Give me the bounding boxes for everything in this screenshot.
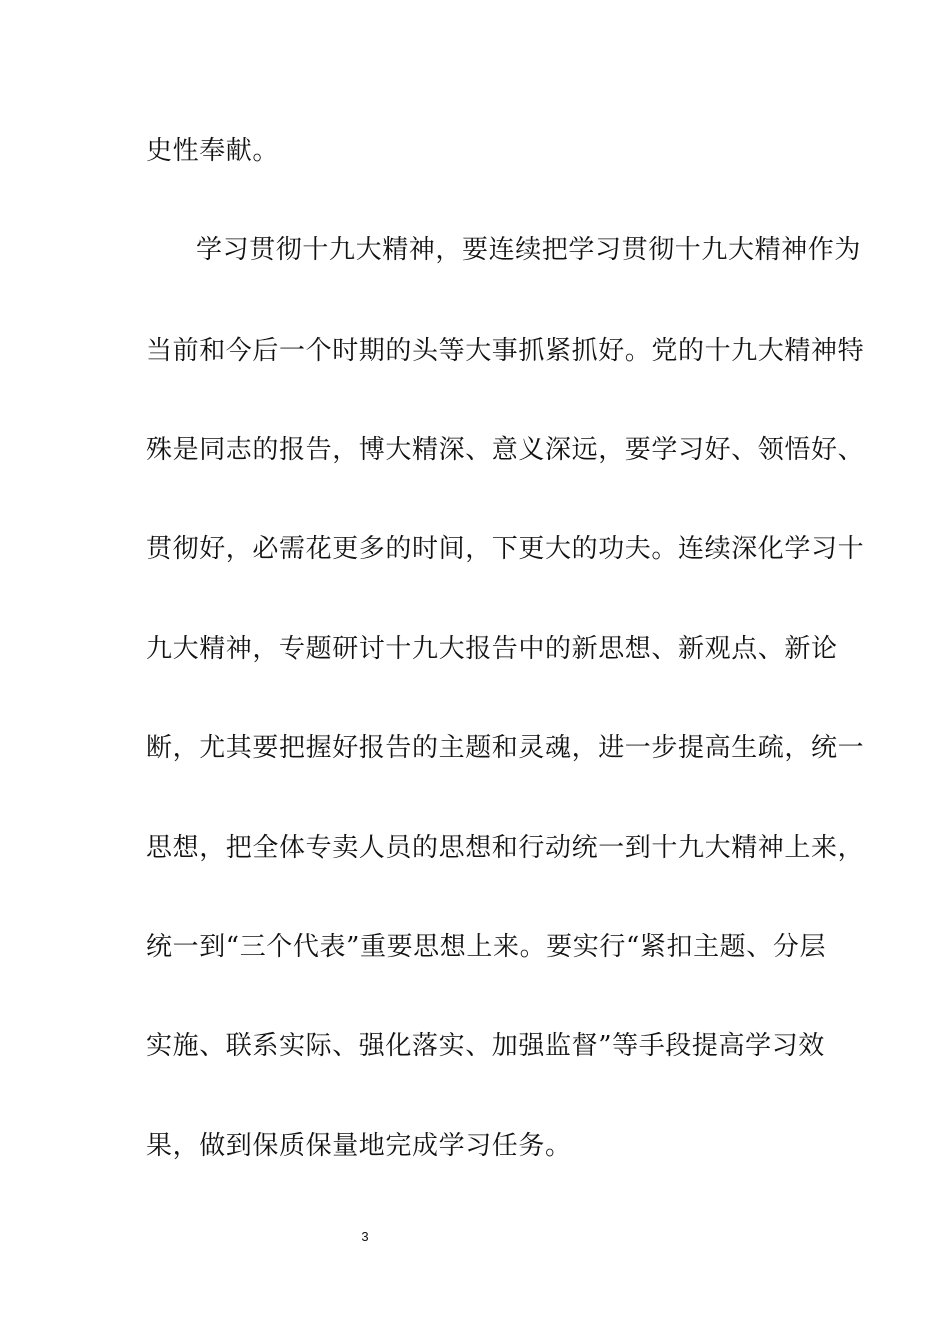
text-line-4: 殊是同志的报告，博大精深、意义深远，要学习好、领悟好、 bbox=[146, 435, 865, 465]
text-line-7: 断，尤其要把握好报告的主题和灵魂，进一步提高生疏，统一 bbox=[146, 733, 865, 763]
text-line-6: 九大精神，专题研讨十九大报告中的新思想、新观点、新论 bbox=[146, 634, 838, 664]
text-line-9: 统一到“三个代表”重要思想上来。要实行“紧扣主题、分层 bbox=[146, 932, 827, 962]
text-line-10: 实施、联系实际、强化落实、加强监督”等手段提高学习效 bbox=[146, 1031, 825, 1061]
text-line-1: 史性奉献。 bbox=[146, 136, 280, 166]
text-line-11: 果，做到保质保量地完成学习任务。 bbox=[146, 1131, 572, 1161]
text-line-3: 当前和今后一个时期的头等大事抓紧抓好。党的十九大精神特 bbox=[146, 336, 865, 366]
text-line-8: 思想，把全体专卖人员的思想和行动统一到十九大精神上来， bbox=[146, 833, 865, 863]
text-line-2: 学习贯彻十九大精神，要连续把学习贯彻十九大精神作为 bbox=[196, 235, 862, 265]
page-number: 3 bbox=[361, 1229, 369, 1244]
text-line-5: 贯彻好，必需花更多的时间，下更大的功夫。连续深化学习十 bbox=[146, 534, 865, 564]
